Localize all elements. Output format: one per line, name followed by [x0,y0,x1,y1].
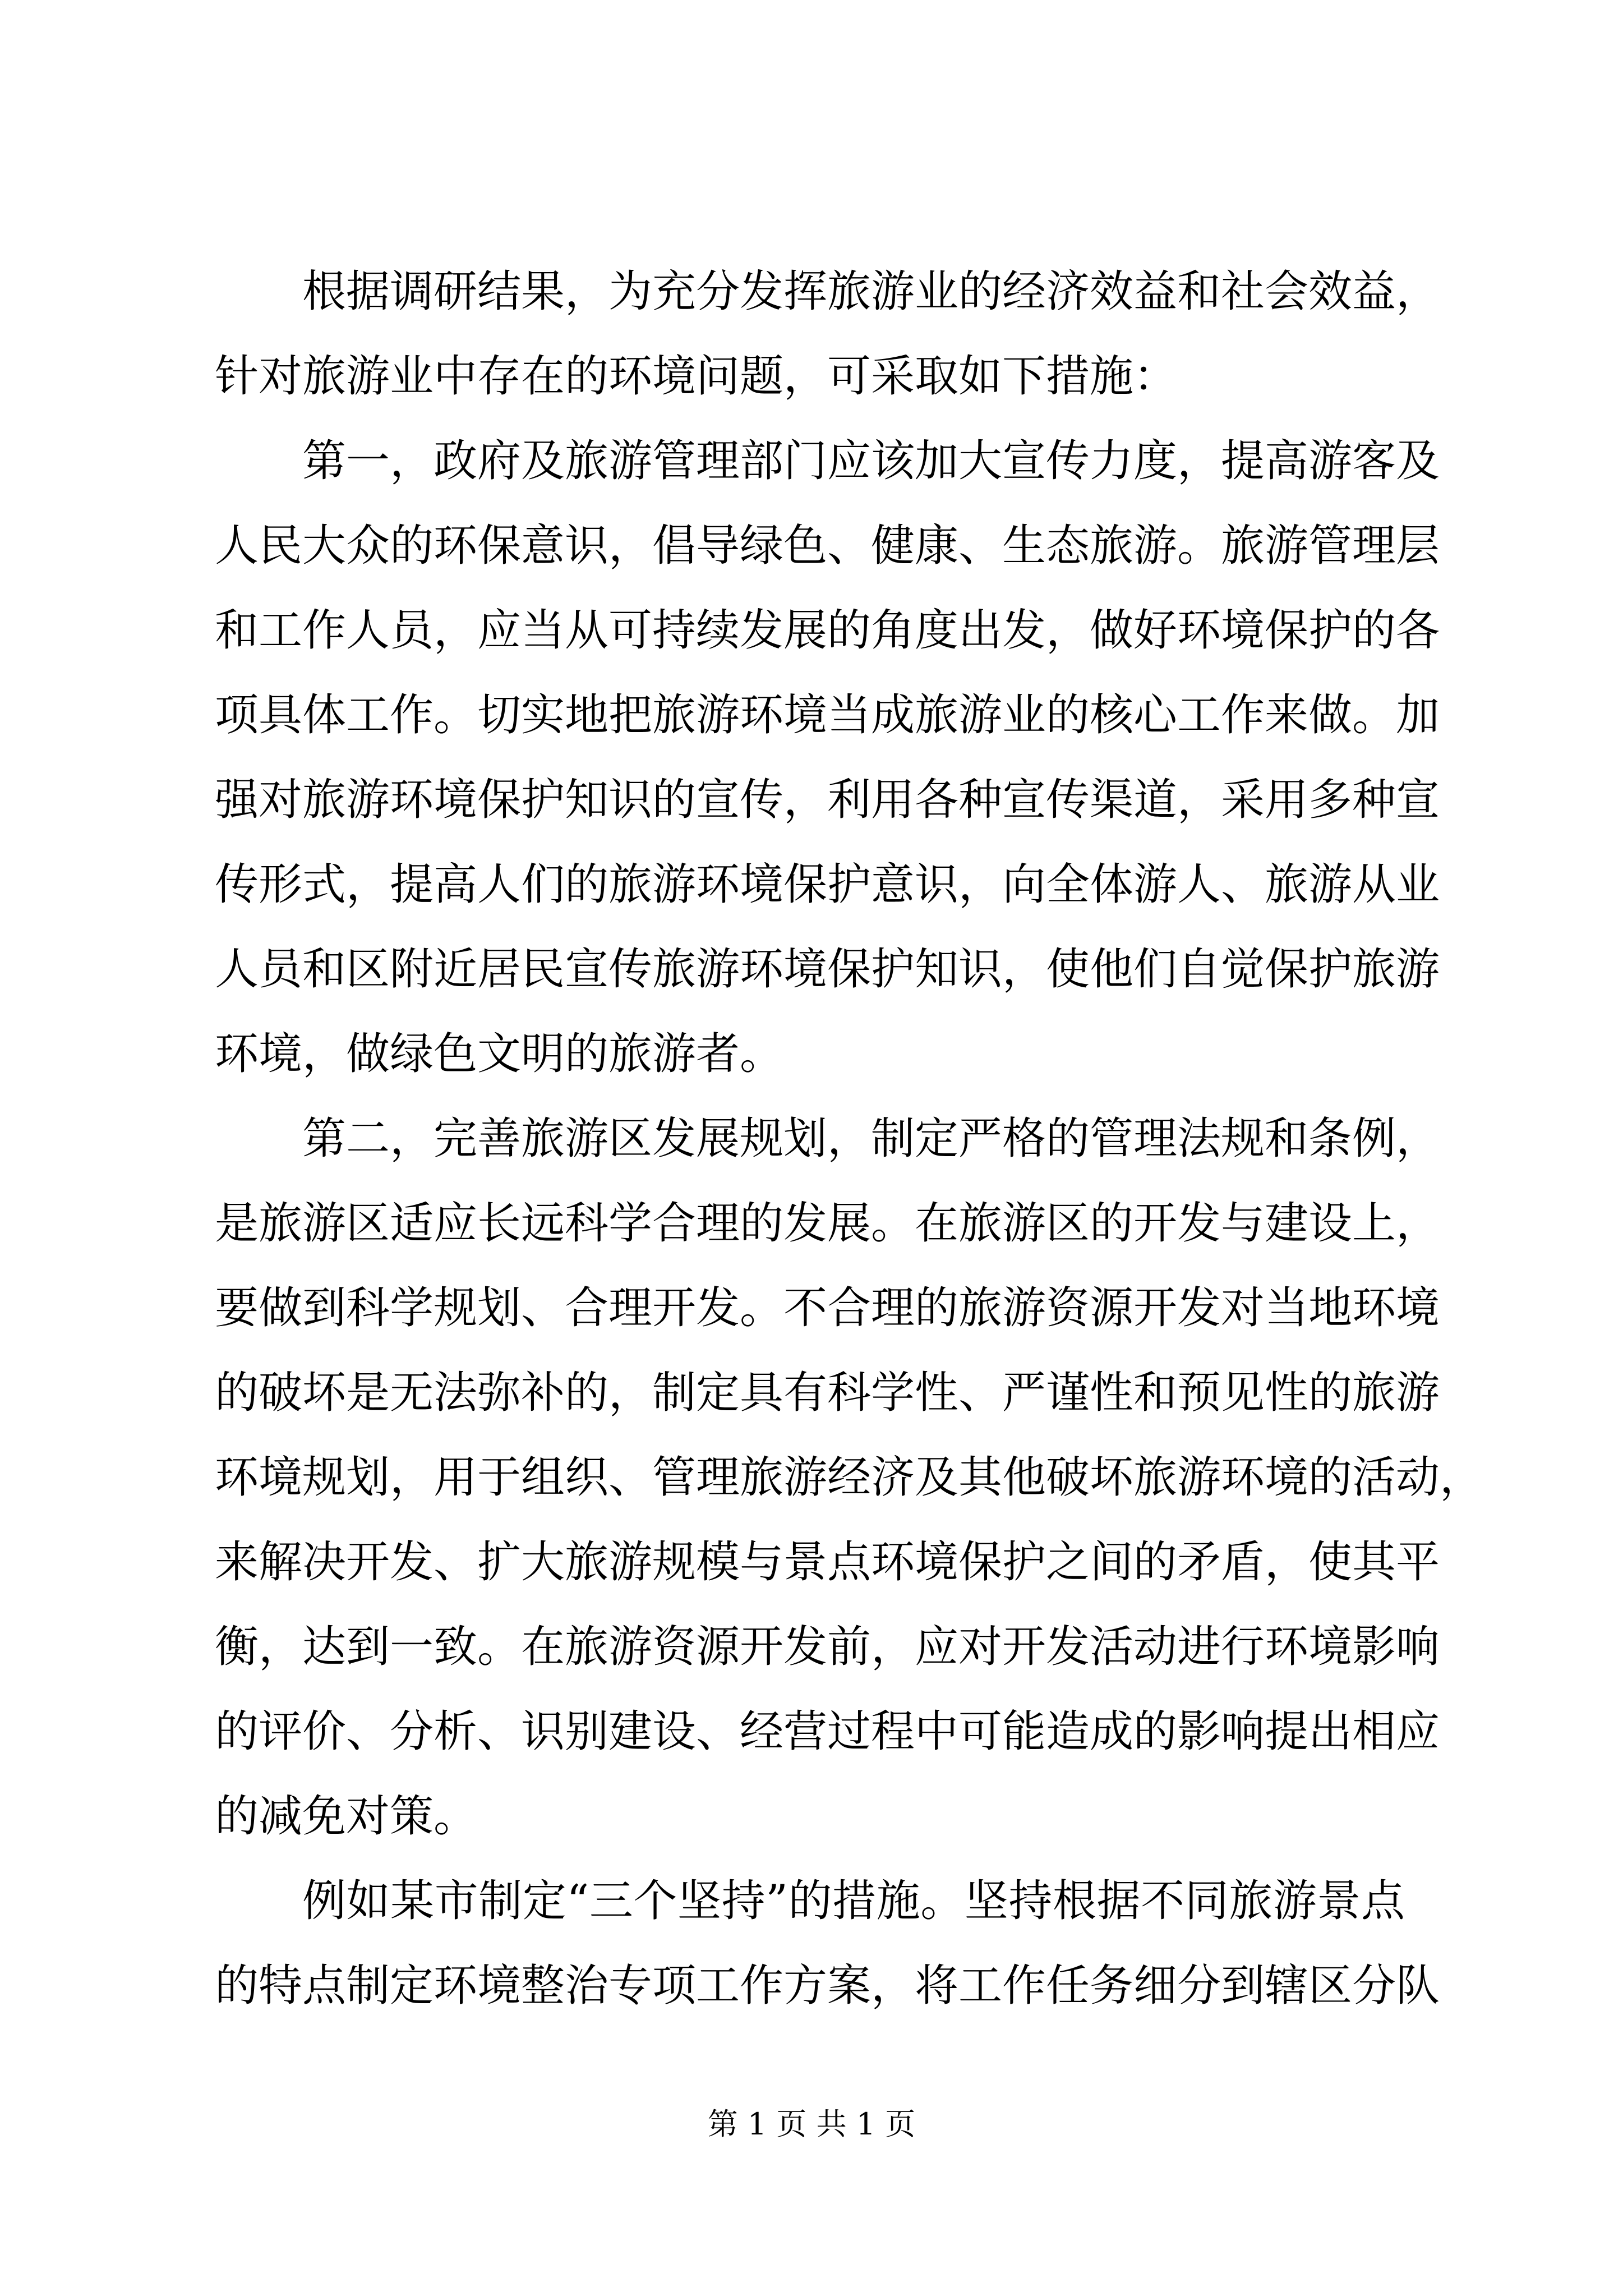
text-line: 要做到科学规划、合理开发。不合理的旅游资源开发对当地环境 [215,1283,1440,1333]
text-line: 第二，完善旅游区发展规划，制定严格的管理法规和条例， [302,1114,1440,1164]
text-line: 人民大众的环保意识，倡导绿色、健康、生态旅游。旅游管理层 [215,521,1440,571]
text-line: 针对旅游业中存在的环境问题，可采取如下措施： [215,351,1178,402]
text-line: 根据调研结果，为充分发挥旅游业的经济效益和社会效益， [302,266,1440,317]
text-line: 传形式，提高人们的旅游环境保护意识，向全体游人、旅游从业 [215,859,1440,910]
text-line: 来解决开发、扩大旅游规模与景点环境保护之间的矛盾，使其平 [215,1537,1440,1588]
text-line: 环境规划，用于组织、管理旅游经济及其他破坏旅游环境的活动， [215,1452,1484,1503]
text-line: 项具体工作。切实地把旅游环境当成旅游业的核心工作来做。加 [215,690,1440,740]
text-line: 人员和区附近居民宣传旅游环境保护知识，使他们自觉保护旅游 [215,944,1440,995]
page-number-footer: 第 1 页 共 1 页 [707,2106,916,2142]
paragraph-intro [215,250,1440,419]
text-line: 是旅游区适应长远科学合理的发展。在旅游区的开发与建设上， [215,1198,1440,1249]
text-line: 第一，政府及旅游管理部门应该加大宣传力度，提高游客及 [302,436,1440,486]
text-line: 例如某市制定“三个坚持”的措施。坚持根据不同旅游景点 [302,1876,1405,1926]
paragraph-measure-one [215,419,1440,1097]
text-line: 的评价、分析、识别建设、经营过程中可能造成的影响提出相应 [215,1706,1440,1757]
text-line: 强对旅游环境保护知识的宣传，利用各种宣传渠道，采用多种宣 [215,775,1440,825]
text-line: 衡，达到一致。在旅游资源开发前，应对开发活动进行环境影响 [215,1622,1440,1672]
text-line: 的特点制定环境整治专项工作方案，将工作任务细分到辖区分队 [215,1961,1440,2011]
document-body [215,250,1484,2028]
paragraph-measure-two [215,1097,1484,1859]
text-line: 的减免对策。 [215,1791,478,1842]
text-line: 和工作人员，应当从可持续发展的角度出发，做好环境保护的各 [215,605,1440,656]
paragraph-example [215,1859,1440,2028]
text-line: 的破坏是无法弥补的，制定具有科学性、严谨性和预见性的旅游 [215,1368,1440,1418]
text-line: 环境，做绿色文明的旅游者。 [215,1029,784,1079]
